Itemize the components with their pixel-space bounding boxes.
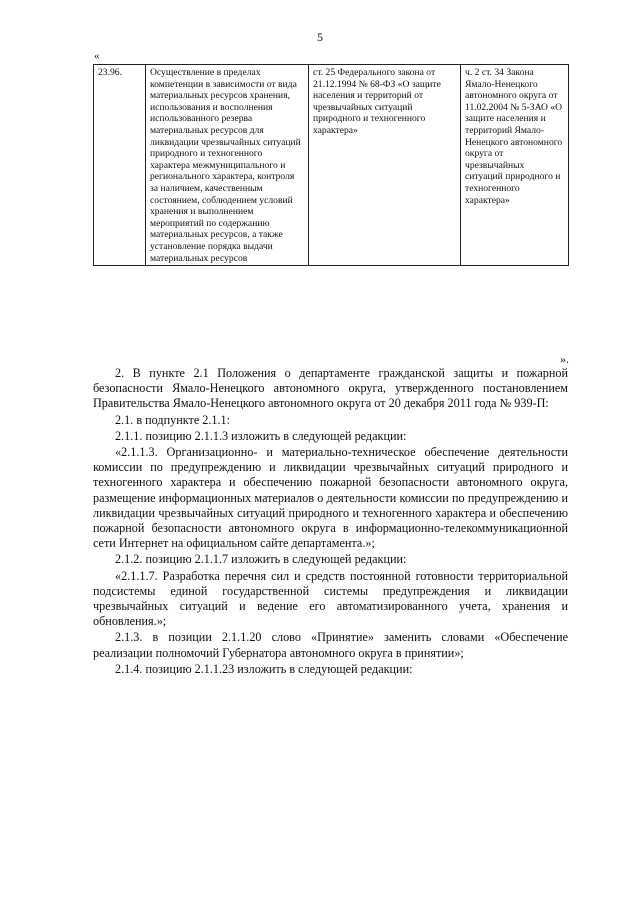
quote-2-1-1-3: «2.1.1.3. Организационно- и материально-техническое обеспечение деятельности комиссии по предупреждению и ликвидации чрезвычайных ситуаций природного и техногенного характера и обеспечению пожарной безопасности автономного округа, размещение информационных материалов о деятельности комиссии по предупреждению и ликвидации чрезвычайных ситуаций природного и техногенного характера и обеспечению пожарной безопасности автономного округа в информационно-телекоммуникационной сети Интернет на официальном сайте департамента.»;	[93, 445, 568, 551]
quote-2-1-1-7: «2.1.1.7. Разработка перечня сил и средств постоянной готовности территориальной подсистемы единой государственной системы предупреждения и ликвидации чрезвычайных ситуаций и ведение его автоматизированного учета, хранения и обновления.»;	[93, 568, 568, 629]
paragraph-2-1: 2.1. в подпункте 2.1.1:	[115, 412, 231, 427]
regional-basis-cell: ч. 2 ст. 34 Закона Ямало-Ненецкого автономного округа от 11.02.2004 № 5-ЗАО «О защите населения и территорий Ямало-Ненецкого автономного округа от чрезвычайных ситуаций природного и техногенного характера»	[461, 65, 569, 266]
document-body	[93, 366, 568, 677]
page-number: 5	[317, 30, 323, 44]
paragraph-2: 2. В пункте 2.1 Положения о департаменте гражданской защиты и пожарной безопасности Ямало-Ненецкого автономного округа, утвержденного постановлением Правительства Ямало-Ненецкого автономного округа от 20 декабря 2011 года № 939-П:	[93, 366, 568, 411]
paragraph-2-1-1: 2.1.1. позицию 2.1.1.3 изложить в следующей редакции:	[115, 428, 407, 443]
table-row	[94, 65, 569, 266]
paragraph-2-1-4: 2.1.4. позицию 2.1.1.23 изложить в следующей редакции:	[115, 661, 413, 676]
paragraph-2-1-3: 2.1.3. в позиции 2.1.1.20 слово «Принятие» заменить словами «Обеспечение реализации полномочий Губернатора автономного округа в принятии»;	[93, 630, 568, 660]
amendment-table	[93, 64, 569, 266]
row-number-cell: 23.96.	[94, 65, 146, 266]
closing-quote-mark: ».	[560, 352, 569, 366]
opening-quote-mark: «	[94, 50, 100, 62]
description-cell: Осуществление в пределах компетенции в зависимости от вида материальных ресурсов хранения, использования и восполнения использованного резерва материальных ресурсов для ликвидации чрезвычайных ситуаций природного и техногенного характера межмуниципального и регионального характера, контроля за наличием, качественным состоянием, соблюдением условий хранения и выполнением мероприятий по содержанию материальных ресурсов, а также установление порядка выдачи материальных ресурсов	[146, 65, 309, 266]
paragraph-2-1-2: 2.1.2. позицию 2.1.1.7 изложить в следующей редакции:	[115, 552, 407, 567]
federal-basis-cell: ст. 25 Федерального закона от 21.12.1994 № 68-ФЗ «О защите населения и территорий от чрезвычайных ситуаций природного и техногенного характера»	[309, 65, 461, 266]
